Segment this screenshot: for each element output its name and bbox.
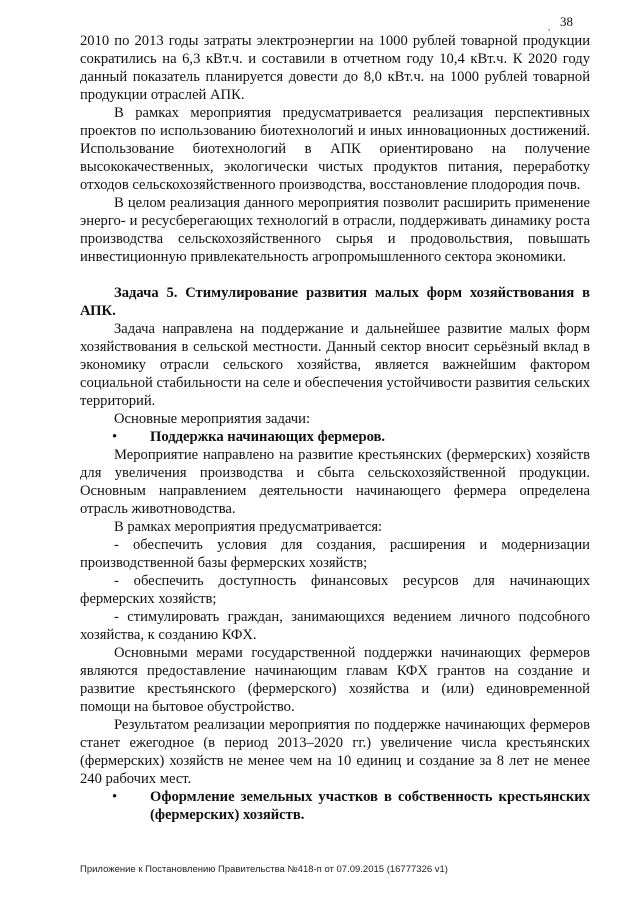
dash-item: - обеспечить доступность финансовых ресурсов для начинающих фермерских хозяйств; [80, 573, 590, 607]
dash-item: - стимулировать граждан, занимающихся ведением личного подсобного хозяйства, к созданию КФХ. [80, 609, 590, 643]
footer-note: Приложение к Постановлению Правительства №418-п от 07.09.2015 (16777326 v1) [80, 864, 448, 875]
page-number: 38 [560, 14, 573, 29]
paragraph: Задача направлена на поддержание и дальнейшее развитие малых форм хозяйствования в сельской местности. Данный сектор вносит серьёзный вклад в экономику отрасли сельского хозяйства, является важнейшим фактором социальной стабильности на селе и обеспечения устойчивости развития сельских территорий. [80, 321, 590, 409]
paragraph: В целом реализация данного мероприятия позволит расширить применение энерго- и ресусберегающих технологий в отрасли, поддерживать динамику роста производства сельскохозяйственного сырья и продовольствия, повышать инвестиционную привлекательность агропромышленного сектора экономики. [80, 195, 590, 265]
paragraph: Основные мероприятия задачи: [114, 411, 311, 427]
document-body [80, 32, 590, 824]
bullet-icon: • [112, 789, 118, 805]
scan-mark: , [548, 22, 551, 32]
paragraph: В рамках мероприятия предусматривается: [114, 519, 383, 535]
bullet-item [80, 428, 590, 446]
paragraph: Мероприятие направлено на развитие крестьянских (фермерских) хозяйств для увеличения производства и сбыта сельскохозяйственной продукции. Основным направлением деятельности начинающего фермера определена отрасль животноводства. [80, 447, 590, 517]
section-heading: Задача 5. Стимулирование развития малых форм хозяйствования в АПК. [80, 285, 590, 319]
bullet-icon: • [112, 429, 118, 445]
dash-item: - обеспечить условия для создания, расширения и модернизации производственной базы фермерских хозяйств; [80, 537, 590, 571]
bullet-text: Поддержка начинающих фермеров. [150, 429, 386, 445]
paragraph: 2010 по 2013 годы затраты электроэнергии на 1000 рублей товарной продукции сократились на 6,3 кВт.ч. и составили в отчетном году 10,4 кВт.ч. К 2020 году данный показатель планируется довести до 8,0 кВт.ч. на 1000 рублей товарной продукции отраслей АПК. [80, 33, 590, 103]
bullet-item [80, 788, 590, 824]
paragraph: Основными мерами государственной поддержки начинающих фермеров являются предоставление начинающим главам КФХ грантов на создание и развитие крестьянского (фермерского) хозяйства и (или) единовременной помощи на бытовое обустройство. [80, 645, 590, 715]
paragraph: В рамках мероприятия предусматривается реализация перспективных проектов по использованию биотехнологий и иных инновационных достижений. Использование биотехнологий в АПК ориентировано на получение высококачественных, экологически чистых продуктов питания, переработку отходов сельскохозяйственного производства, восстановление плодородия почв. [80, 105, 590, 193]
paragraph: Результатом реализации мероприятия по поддержке начинающих фермеров станет ежегодное (в период 2013–2020 гг.) увеличение числа крестьянских (фермерских) хозяйств не менее чем на 10 единиц и создание за 8 лет не менее 240 рабочих мест. [80, 717, 590, 787]
bullet-text: Оформление земельных участков в собственность крестьянских (фермерских) хозяйств. [150, 789, 590, 823]
